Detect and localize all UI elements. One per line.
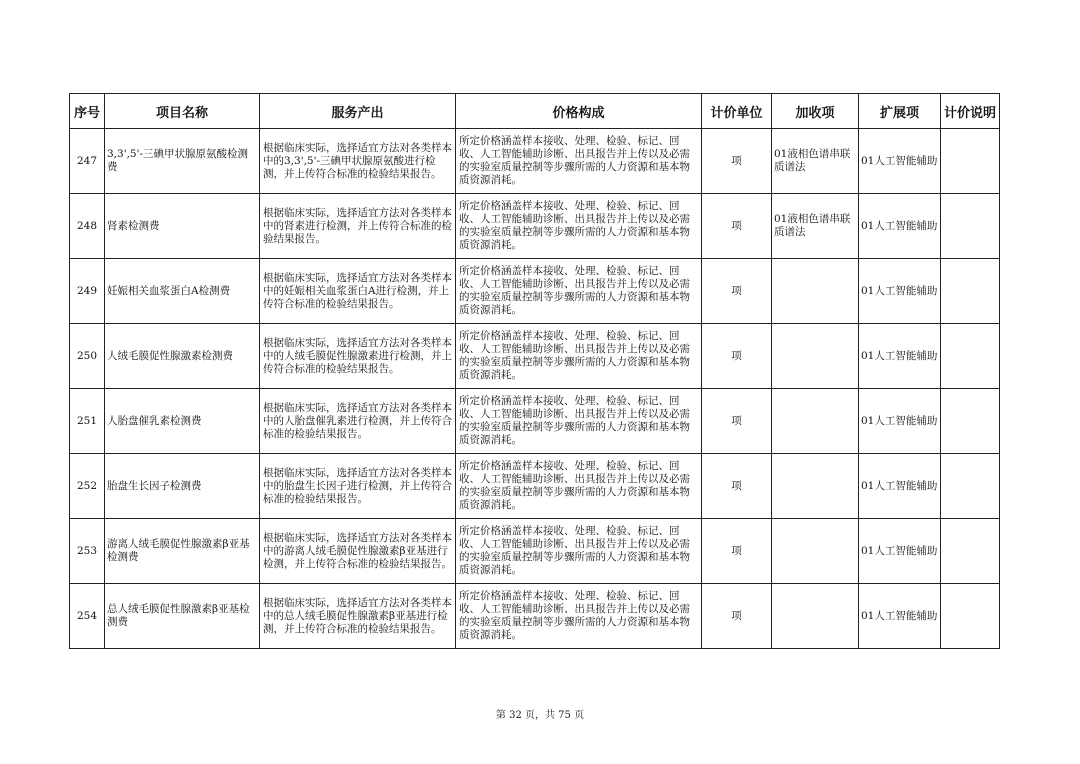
table-row — [70, 519, 1000, 584]
price-composition: 所定价格涵盖样本接收、处理、检验、标记、回收、人工智能辅助诊断、出具报告并上传以及必需的实验室质量控制等步骤所需的人力资源和基本物质资源消耗。 — [456, 259, 702, 324]
service-output: 根据临床实际，选择适宜方法对各类样本中的胎盘生长因子进行检测，并上传符合标准的检验结果报告。 — [260, 454, 456, 519]
pricing-note — [941, 519, 1000, 584]
surcharge-item: 01液相色谱串联质谱法 — [772, 129, 859, 194]
pricing-unit: 项 — [702, 129, 772, 194]
surcharge-item — [772, 519, 859, 584]
table-row — [70, 389, 1000, 454]
table-row — [70, 129, 1000, 194]
table-header-row — [70, 94, 1000, 129]
header-price-composition: 价格构成 — [456, 94, 702, 129]
extension-item: 01人工智能辅助 — [859, 454, 941, 519]
surcharge-item: 01液相色谱串联质谱法 — [772, 194, 859, 259]
pricing-unit: 项 — [702, 259, 772, 324]
pricing-note — [941, 129, 1000, 194]
extension-item: 01人工智能辅助 — [859, 519, 941, 584]
header-service-output: 服务产出 — [260, 94, 456, 129]
table-row — [70, 584, 1000, 649]
header-pricing-unit: 计价单位 — [702, 94, 772, 129]
header-pricing-note: 计价说明 — [941, 94, 1000, 129]
service-output: 根据临床实际，选择适宜方法对各类样本中的3,3',5'-三碘甲状腺原氨酸进行检测，并上传符合标准的检验结果报告。 — [260, 129, 456, 194]
pricing-note — [941, 324, 1000, 389]
item-name: 妊娠相关血浆蛋白A检测费 — [105, 259, 260, 324]
item-name: 人绒毛膜促性腺激素检测费 — [105, 324, 260, 389]
pricing-table — [69, 93, 1000, 649]
surcharge-item — [772, 454, 859, 519]
item-name: 胎盘生长因子检测费 — [105, 454, 260, 519]
price-composition: 所定价格涵盖样本接收、处理、检验、标记、回收、人工智能辅助诊断、出具报告并上传以及必需的实验室质量控制等步骤所需的人力资源和基本物质资源消耗。 — [456, 454, 702, 519]
surcharge-item — [772, 259, 859, 324]
pricing-note — [941, 454, 1000, 519]
row-number: 250 — [70, 324, 105, 389]
table-row — [70, 454, 1000, 519]
table-row — [70, 194, 1000, 259]
row-number: 253 — [70, 519, 105, 584]
surcharge-item — [772, 324, 859, 389]
pricing-note — [941, 584, 1000, 649]
surcharge-item — [772, 584, 859, 649]
extension-item: 01人工智能辅助 — [859, 324, 941, 389]
pricing-note — [941, 389, 1000, 454]
item-name: 总人绒毛膜促性腺激素β亚基检测费 — [105, 584, 260, 649]
price-composition: 所定价格涵盖样本接收、处理、检验、标记、回收、人工智能辅助诊断、出具报告并上传以及必需的实验室质量控制等步骤所需的人力资源和基本物质资源消耗。 — [456, 519, 702, 584]
pricing-unit: 项 — [702, 584, 772, 649]
extension-item: 01人工智能辅助 — [859, 259, 941, 324]
extension-item: 01人工智能辅助 — [859, 129, 941, 194]
service-output: 根据临床实际，选择适宜方法对各类样本中的游离人绒毛膜促性腺激素β亚基进行检测，并上传符合标准的检验结果报告。 — [260, 519, 456, 584]
service-output: 根据临床实际，选择适宜方法对各类样本中的人胎盘催乳素进行检测，并上传符合标准的检验结果报告。 — [260, 389, 456, 454]
service-output: 根据临床实际，选择适宜方法对各类样本中的妊娠相关血浆蛋白A进行检测，并上传符合标准的检验结果报告。 — [260, 259, 456, 324]
price-composition: 所定价格涵盖样本接收、处理、检验、标记、回收、人工智能辅助诊断、出具报告并上传以及必需的实验室质量控制等步骤所需的人力资源和基本物质资源消耗。 — [456, 389, 702, 454]
item-name: 3,3',5'-三碘甲状腺原氨酸检测费 — [105, 129, 260, 194]
pricing-unit: 项 — [702, 324, 772, 389]
price-composition: 所定价格涵盖样本接收、处理、检验、标记、回收、人工智能辅助诊断、出具报告并上传以及必需的实验室质量控制等步骤所需的人力资源和基本物质资源消耗。 — [456, 129, 702, 194]
extension-item: 01人工智能辅助 — [859, 389, 941, 454]
table-row — [70, 259, 1000, 324]
pricing-note — [941, 194, 1000, 259]
pricing-unit: 项 — [702, 454, 772, 519]
service-output: 根据临床实际，选择适宜方法对各类样本中的人绒毛膜促性腺激素进行检测，并上传符合标准的检验结果报告。 — [260, 324, 456, 389]
pricing-note — [941, 259, 1000, 324]
extension-item: 01人工智能辅助 — [859, 194, 941, 259]
row-number: 252 — [70, 454, 105, 519]
pricing-unit: 项 — [702, 194, 772, 259]
header-seq: 序号 — [70, 94, 105, 129]
pricing-unit: 项 — [702, 389, 772, 454]
service-output: 根据临床实际，选择适宜方法对各类样本中的总人绒毛膜促性腺激素β亚基进行检测，并上传符合标准的检验结果报告。 — [260, 584, 456, 649]
service-output: 根据临床实际，选择适宜方法对各类样本中的肾素进行检测，并上传符合标准的检验结果报告。 — [260, 194, 456, 259]
row-number: 251 — [70, 389, 105, 454]
page-footer: 第 32 页，共 75 页 — [495, 710, 585, 721]
row-number: 248 — [70, 194, 105, 259]
surcharge-item — [772, 389, 859, 454]
price-composition: 所定价格涵盖样本接收、处理、检验、标记、回收、人工智能辅助诊断、出具报告并上传以及必需的实验室质量控制等步骤所需的人力资源和基本物质资源消耗。 — [456, 194, 702, 259]
item-name: 游离人绒毛膜促性腺激素β亚基检测费 — [105, 519, 260, 584]
header-surcharge: 加收项 — [772, 94, 859, 129]
item-name: 肾素检测费 — [105, 194, 260, 259]
price-composition: 所定价格涵盖样本接收、处理、检验、标记、回收、人工智能辅助诊断、出具报告并上传以及必需的实验室质量控制等步骤所需的人力资源和基本物质资源消耗。 — [456, 584, 702, 649]
row-number: 254 — [70, 584, 105, 649]
header-item-name: 项目名称 — [105, 94, 260, 129]
extension-item: 01人工智能辅助 — [859, 584, 941, 649]
item-name: 人胎盘催乳素检测费 — [105, 389, 260, 454]
table-row — [70, 324, 1000, 389]
header-extension: 扩展项 — [859, 94, 941, 129]
price-composition: 所定价格涵盖样本接收、处理、检验、标记、回收、人工智能辅助诊断、出具报告并上传以及必需的实验室质量控制等步骤所需的人力资源和基本物质资源消耗。 — [456, 324, 702, 389]
row-number: 247 — [70, 129, 105, 194]
row-number: 249 — [70, 259, 105, 324]
pricing-unit: 项 — [702, 519, 772, 584]
